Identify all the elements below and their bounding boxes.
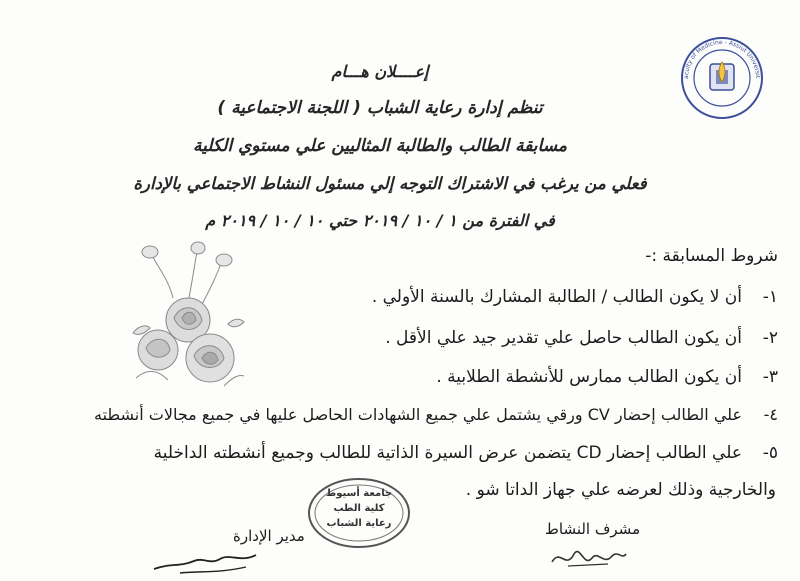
faculty-seal-icon — [672, 32, 772, 124]
condition-item — [385, 328, 778, 348]
condition-item — [94, 405, 778, 424]
condition-item — [436, 367, 778, 387]
condition-text: أن لا يكون الطالب / الطالبة المشارك بالسنة الأولي . — [371, 287, 742, 307]
condition-text: علي الطالب إحضار CV ورقي يشتمل علي جميع الشهادات الحاصل عليها في جميع مجالات أنشطته — [93, 405, 742, 424]
conditions-title: شروط المسابقة :- — [645, 246, 778, 266]
invitation-line: فعلي من يرغب في الاشتراك التوجه إلي مسئول النشاط الاجتماعي بالإدارة — [133, 174, 647, 193]
condition-continuation: والخارجية وذلك لعرضه علي جهاز الداتا شو . — [465, 480, 776, 500]
stamp-line: رعاية الشباب — [326, 518, 392, 529]
condition-number: ٢- — [762, 328, 778, 348]
stamp-line: جامعة أسيوط — [325, 488, 393, 499]
condition-text: علي الطالب إحضار CD يتضمن عرض السيرة الذاتية للطالب وجميع أنشطته الداخلية — [153, 443, 742, 463]
supervisor-signature — [548, 540, 628, 574]
condition-number: ٥- — [762, 443, 778, 463]
condition-number: ٣- — [762, 367, 778, 387]
announcement-heading: إعــــلان هـــام — [331, 62, 429, 81]
rose-illustration — [128, 238, 246, 398]
condition-text: أن يكون الطالب ممارس للأنشطة الطلابية . — [436, 367, 742, 387]
condition-item — [154, 443, 778, 463]
stamp-line: كلية الطب — [333, 503, 385, 514]
stamp-text — [306, 486, 412, 531]
condition-text: أن يكون الطالب حاصل علي تقدير جيد علي الأقل . — [385, 328, 742, 348]
activity-supervisor-title: مشرف النشاط — [545, 520, 641, 538]
period-line: في الفترة من ١ / ١٠ / ٢٠١٩ حتي ١٠ / ١٠ / ٢٠١٩ م — [205, 211, 555, 230]
logo-top-text: aculty of Medicine - Assiut Universit — [682, 38, 762, 80]
condition-number: ١- — [762, 287, 778, 307]
condition-number: ٤- — [763, 405, 778, 424]
condition-item — [372, 287, 778, 307]
director-signature — [150, 545, 260, 577]
organizer-line: تنظم إدارة رعاية الشباب ( اللجنة الاجتماعية ) — [217, 98, 543, 118]
contest-title: مسابقة الطالب والطالبة المثاليين علي مستوي الكلية — [193, 136, 567, 156]
department-director-title: مدير الإدارة — [233, 527, 305, 545]
